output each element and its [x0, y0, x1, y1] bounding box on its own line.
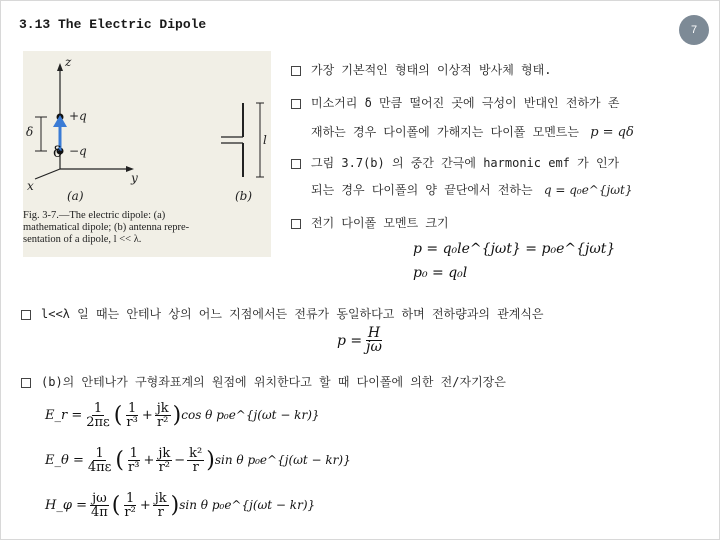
et-minus: −	[174, 452, 186, 468]
hp-t1-num: 1	[125, 490, 135, 506]
bullet-6-text: (b)의 안테나가 구형좌표계의 원점에 위치한다고 할 때 다이폴에 의한 전/자기장은	[41, 375, 506, 389]
bullet-box-icon	[291, 219, 301, 229]
er-open-paren: (	[113, 402, 123, 428]
bullet-3-line-1: 그림 3.7(b) 의 중간 간극에 harmonic emf 가 인가	[311, 156, 620, 170]
et-t2-num: jk	[158, 445, 171, 461]
er-term-2	[155, 402, 171, 429]
caption-line-3: sentation of a dipole, l << λ.	[23, 234, 142, 245]
er-t2-den: r²	[156, 414, 169, 430]
hp-open-paren: (	[111, 492, 121, 518]
et-close-paren: )	[206, 447, 215, 473]
bullet-1	[291, 61, 551, 78]
bullet-2-line-1: 미소거리 δ 만큼 떨어진 곳에 극성이 반대인 전하가 존	[311, 96, 620, 110]
rho-lhs: p =	[337, 332, 363, 349]
et-tail: sin θ p₀e^{j(ωt − kr)}	[214, 453, 351, 467]
et-term-3	[187, 447, 204, 474]
bullet-2-line-2: 재하는 경우 다이폴에 가해지는 다이폴 모멘트는	[311, 125, 579, 139]
bullet-3-line-2: 되는 경우 다이폴의 양 끝단에서 전하는	[311, 183, 533, 197]
subfigure-a-label: (a)	[67, 189, 84, 203]
minus-q-label: −q	[69, 144, 87, 158]
et-open-paren: (	[115, 447, 124, 473]
bullet-box-icon	[21, 310, 31, 320]
et-coeff-den: 4πε	[87, 459, 112, 475]
current-relation-equation	[337, 327, 386, 354]
bullet-box-icon	[291, 66, 301, 76]
moment-formula: p = qδ	[590, 125, 634, 140]
er-t1-num: 1	[127, 400, 137, 416]
er-plus: +	[141, 407, 153, 423]
x-axis-line	[35, 169, 60, 179]
er-t1-den: r³	[126, 414, 138, 430]
bullet-4	[291, 214, 449, 231]
caption-line-2: mathematical dipole; (b) antenna repre-	[23, 222, 190, 233]
length-l-label: l	[263, 133, 267, 147]
figure-caption	[23, 210, 271, 246]
dipole-moment-arrowhead	[53, 115, 67, 127]
bullet-2-continued	[311, 123, 634, 140]
hp-coeff-den: 4π	[90, 504, 108, 520]
moment-equation-2: p₀ = q₀l	[413, 265, 468, 281]
hp-t2-num: jk	[154, 490, 167, 506]
hp-lhs: H_φ =	[45, 497, 87, 513]
et-term-2	[156, 447, 172, 474]
hp-t1-den: r²	[124, 504, 136, 520]
rho-numerator: H	[367, 325, 381, 341]
axis-z-label: z	[65, 55, 72, 69]
axis-x-label: x	[27, 179, 34, 193]
bullet-6	[21, 373, 506, 390]
et-t1-num: 1	[129, 445, 138, 461]
et-term-1	[126, 447, 141, 474]
moment-equation-1: p = q₀le^{jωt} = p₀e^{jωt}	[413, 241, 616, 257]
hp-term-1	[122, 492, 137, 519]
er-t2-num: jk	[156, 400, 169, 416]
et-lhs: E_θ =	[45, 452, 84, 468]
er-term-1	[124, 402, 139, 429]
bullet-4-text: 전기 다이폴 모멘트 크기	[311, 216, 449, 230]
z-axis-arrow	[57, 63, 63, 71]
bullet-3	[291, 154, 619, 171]
er-close-paren: )	[172, 402, 182, 428]
bullet-box-icon	[291, 99, 301, 109]
er-lhs: E_r =	[45, 407, 83, 423]
bullet-5-text: l<<λ 일 때는 안테나 상의 어느 지점에서든 전류가 동일하다고 하며 전하량과의 관계식은	[41, 307, 544, 321]
et-t3-den: r	[192, 459, 199, 475]
hp-coeff-num: jω	[92, 490, 107, 506]
hp-close-paren: )	[170, 492, 180, 518]
rho-fraction	[364, 327, 384, 354]
et-t1-den: r³	[128, 459, 140, 475]
bullet-box-icon	[21, 378, 31, 388]
er-coeff	[84, 402, 112, 429]
bullet-2	[291, 94, 619, 111]
slide-title: 3.13 The Electric Dipole	[19, 17, 207, 32]
page-number-badge: 7	[679, 15, 709, 45]
bullet-box-icon	[291, 159, 301, 169]
delta-label: δ	[26, 125, 34, 139]
plus-q-label: +q	[69, 109, 87, 123]
etheta-equation	[45, 442, 351, 478]
bullet-5	[21, 305, 544, 322]
caption-line-1: Fig. 3-7.—The electric dipole: (a)	[23, 210, 166, 221]
hphi-equation	[45, 487, 315, 523]
er-tail: cos θ p₀e^{j(ωt − kr)}	[181, 408, 320, 422]
et-t3-num: k²	[189, 445, 203, 461]
hp-plus: +	[139, 497, 151, 513]
et-coeff	[86, 447, 114, 474]
subfigure-b-label: (b)	[235, 189, 253, 203]
et-t2-den: r²	[158, 459, 171, 475]
rho-denominator: jω	[366, 339, 382, 355]
hp-t2-den: r	[157, 504, 164, 520]
hp-tail: sin θ p₀e^{j(ωt − kr)}	[179, 498, 316, 512]
charge-formula: q = q₀e^{jωt}	[543, 183, 633, 197]
et-coeff-num: 1	[95, 445, 104, 461]
bullet-1-text: 가장 기본적인 형태의 이상적 방사체 형태.	[311, 63, 552, 77]
hp-coeff	[89, 492, 110, 519]
er-coeff-den: 2πε	[86, 414, 110, 430]
hp-term-2	[153, 492, 169, 519]
bullet-3-continued	[311, 181, 632, 198]
er-coeff-num: 1	[93, 400, 103, 416]
axis-y-label: y	[131, 171, 138, 185]
er-equation	[45, 397, 320, 433]
et-plus: +	[143, 452, 155, 468]
delta-overlay-label: δ	[53, 143, 63, 161]
